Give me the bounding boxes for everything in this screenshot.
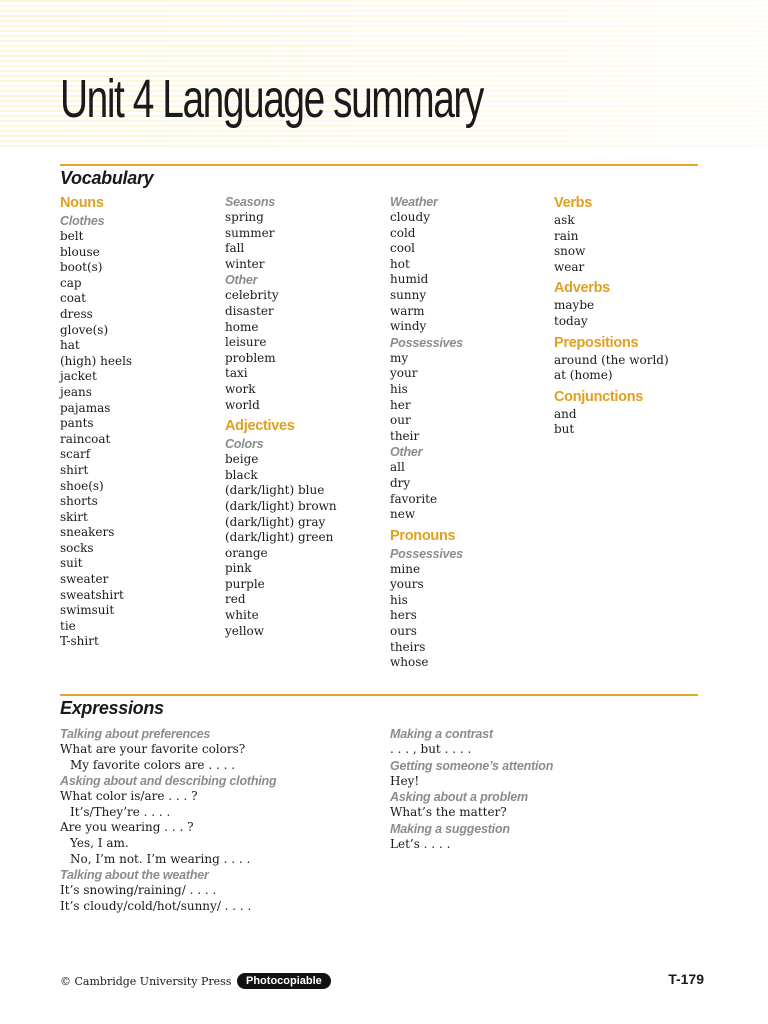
list-item: home — [225, 319, 259, 334]
list-item: theirs — [390, 639, 426, 654]
list-item: (high) heels — [60, 353, 133, 368]
vocab-column-2 — [225, 194, 385, 639]
list-item: his — [390, 592, 408, 607]
list-item: Let’s . . . . — [390, 836, 451, 851]
list-item: work — [225, 381, 256, 396]
category-heading: Adjectives — [225, 418, 295, 435]
list-item: yellow — [225, 623, 265, 638]
list-item: It’s snowing/raining/ . . . . — [60, 883, 217, 898]
list-item: dress — [60, 306, 93, 321]
list-item: white — [225, 608, 259, 623]
list-item: new — [390, 507, 416, 522]
list-item: rain — [554, 228, 579, 243]
vocab-column-3 — [390, 194, 550, 671]
list-item: belt — [60, 229, 84, 243]
list-item: beige — [225, 452, 259, 467]
list-item: ours — [390, 624, 417, 639]
list-item: suit — [60, 556, 83, 571]
subcategory-heading: Making a suggestion — [390, 821, 510, 836]
list-item: maybe — [554, 298, 595, 313]
list-item: cool — [390, 241, 416, 256]
list-item: raincoat — [60, 431, 111, 446]
list-item: her — [390, 397, 411, 412]
list-item: yours — [390, 577, 424, 592]
list-item: whose — [390, 655, 429, 670]
list-item: humid — [390, 272, 429, 287]
list-item: his — [390, 381, 408, 396]
category-heading: Conjunctions — [554, 388, 644, 405]
list-item: shirt — [60, 462, 89, 477]
list-item: jacket — [60, 369, 97, 384]
list-item: your — [390, 366, 418, 381]
list-item: cloudy — [390, 210, 430, 224]
list-item: all — [390, 460, 405, 475]
expressions-column-1 — [60, 726, 380, 914]
list-item: sunny — [390, 287, 427, 302]
subcategory-heading: Weather — [390, 195, 438, 209]
list-item: snow — [554, 244, 586, 259]
list-item: and — [554, 406, 577, 421]
list-item: winter — [225, 256, 265, 271]
response-entry: My favorite colors are . . . . — [70, 757, 236, 772]
subcategory-heading: Possessives — [390, 335, 463, 350]
list-item: wear — [554, 259, 585, 274]
list-item: warm — [390, 303, 425, 318]
photocopiable-badge: Photocopiable — [237, 973, 331, 989]
subcategory-heading: Colors — [225, 437, 264, 452]
list-item: at (home) — [554, 368, 613, 383]
list-item: Hey! — [390, 773, 420, 788]
subcategory-heading: Clothes — [60, 214, 105, 228]
list-item: (dark/light) brown — [225, 498, 337, 513]
list-item: my — [390, 350, 409, 365]
list-item: sneakers — [60, 525, 115, 540]
page-number: T-179 — [668, 971, 704, 987]
list-item: (dark/light) gray — [225, 514, 326, 529]
list-item: . . . , but . . . . — [390, 742, 472, 756]
page-title: Unit 4 Language summary — [60, 69, 483, 129]
subcategory-heading: Making a contrast — [390, 727, 493, 741]
subcategory-heading: Asking about and describing clothing — [60, 774, 277, 789]
list-item: swimsuit — [60, 603, 115, 618]
subcategory-heading: Other — [390, 445, 423, 460]
subcategory-heading: Talking about the weather — [60, 868, 209, 883]
list-item: jeans — [60, 384, 92, 399]
list-item: dry — [390, 475, 411, 490]
list-item: pink — [225, 561, 252, 576]
subcategory-heading: Asking about a problem — [390, 790, 528, 805]
list-item: (dark/light) green — [225, 530, 334, 545]
list-item: our — [390, 413, 411, 428]
list-item: leisure — [225, 335, 267, 350]
list-item: mine — [390, 561, 421, 576]
list-item: socks — [60, 540, 94, 555]
list-item: T-shirt — [60, 634, 99, 649]
list-item: shorts — [60, 494, 98, 509]
list-item: pajamas — [60, 400, 111, 415]
category-heading: Adverbs — [554, 280, 610, 297]
list-item: cap — [60, 275, 82, 290]
list-item: red — [225, 592, 246, 607]
category-heading: Verbs — [554, 195, 592, 211]
list-item: hot — [390, 256, 410, 271]
category-heading: Nouns — [60, 195, 104, 211]
list-item: hat — [60, 338, 80, 353]
list-item: What color is/are . . . ? — [60, 789, 198, 804]
subcategory-heading: Seasons — [225, 195, 276, 209]
list-item: celebrity — [225, 288, 279, 303]
list-item: scarf — [60, 447, 91, 462]
copyright-text: © Cambridge University Press — [60, 975, 232, 988]
list-item: What’s the matter? — [390, 805, 507, 820]
vocabulary-rule — [60, 164, 698, 166]
list-item: ask — [554, 213, 575, 227]
list-item: hers — [390, 608, 417, 623]
list-item: today — [554, 313, 588, 328]
subcategory-heading: Getting someone’s attention — [390, 758, 554, 773]
subcategory-heading: Other — [225, 273, 258, 288]
list-item: spring — [225, 210, 264, 224]
list-item: cold — [390, 225, 416, 240]
response-entry: It’s/They’re . . . . — [70, 804, 171, 819]
list-item: It’s cloudy/cold/hot/sunny/ . . . . — [60, 898, 252, 913]
subcategory-heading: Possessives — [390, 546, 463, 561]
list-item: favorite — [390, 491, 438, 506]
list-item: blouse — [60, 244, 100, 259]
list-item: windy — [390, 319, 427, 334]
list-item: problem — [225, 350, 276, 365]
response-entry: No, I’m not. I’m wearing . . . . — [70, 851, 251, 866]
list-item: world — [225, 397, 260, 412]
response-entry: Yes, I am. — [70, 835, 129, 850]
list-item: around (the world) — [554, 352, 669, 367]
category-heading: Pronouns — [390, 527, 456, 544]
expressions-column-2 — [390, 726, 710, 852]
expressions-rule — [60, 694, 698, 696]
list-item: purple — [225, 576, 265, 591]
category-heading: Prepositions — [554, 334, 639, 351]
list-item: summer — [225, 225, 275, 240]
subcategory-heading: Talking about preferences — [60, 727, 211, 741]
list-item: glove(s) — [60, 322, 109, 337]
list-item: tie — [60, 618, 76, 633]
list-item: black — [225, 467, 258, 482]
list-item: but — [554, 422, 575, 437]
list-item: coat — [60, 291, 86, 306]
vocab-column-1 — [60, 194, 220, 650]
list-item: What are your favorite colors? — [60, 742, 246, 756]
list-item: shoe(s) — [60, 478, 104, 493]
list-item: skirt — [60, 509, 88, 524]
list-item: their — [390, 428, 420, 443]
list-item: Are you wearing . . . ? — [60, 820, 194, 835]
list-item: pants — [60, 416, 94, 431]
expressions-heading: Expressions — [60, 698, 164, 718]
vocab-column-4 — [554, 194, 714, 438]
list-item: (dark/light) blue — [225, 483, 325, 498]
vocabulary-heading: Vocabulary — [60, 168, 154, 188]
list-item: sweater — [60, 572, 109, 587]
list-item: fall — [225, 241, 245, 256]
list-item: disaster — [225, 303, 274, 318]
list-item: sweatshirt — [60, 587, 124, 602]
list-item: boot(s) — [60, 260, 103, 275]
list-item: taxi — [225, 366, 248, 381]
list-item: orange — [225, 545, 268, 560]
